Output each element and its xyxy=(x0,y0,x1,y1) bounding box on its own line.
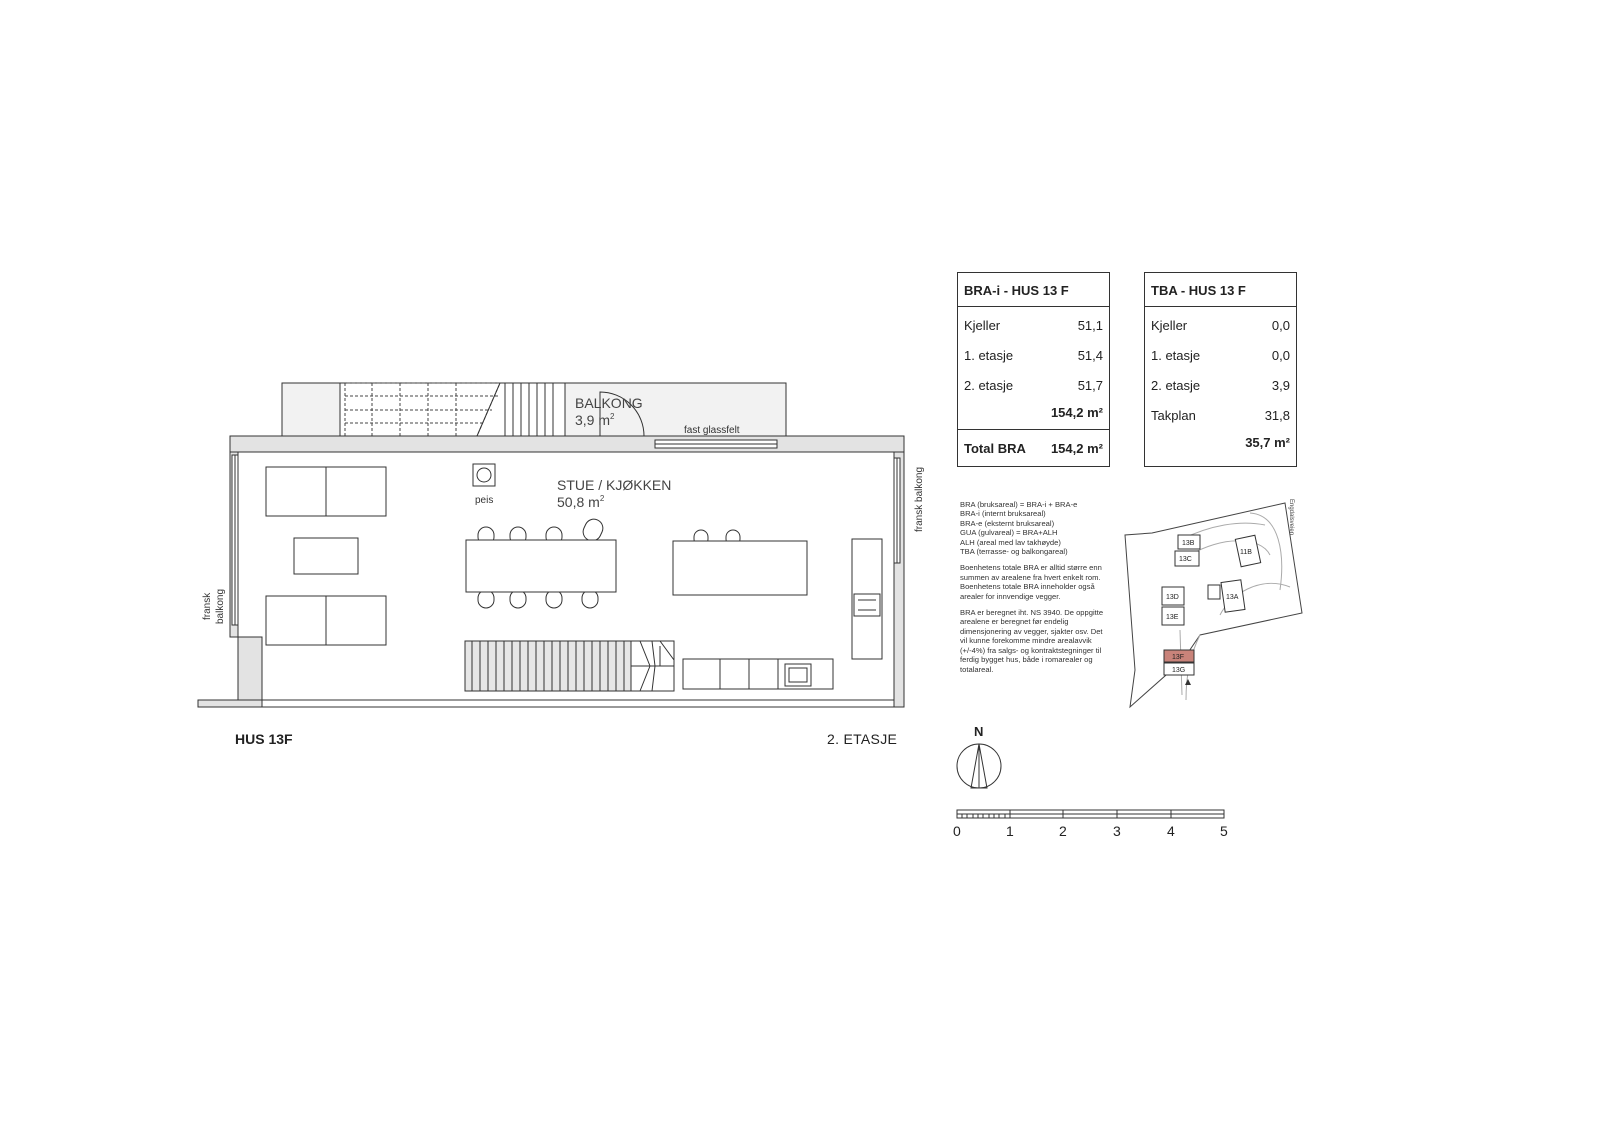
sofas xyxy=(266,467,386,645)
tba-row-value: 0,0 xyxy=(1271,318,1290,333)
svg-text:13G: 13G xyxy=(1172,667,1186,674)
kitchen-island xyxy=(673,530,807,595)
fast-glassfelt-label: fast glassfelt xyxy=(684,425,740,436)
scale-bar xyxy=(945,806,1235,846)
area-notes xyxy=(960,500,1110,681)
bra-row-value: 51,7 xyxy=(1077,378,1103,393)
svg-text:13D: 13D xyxy=(1166,594,1179,601)
entrance-marker xyxy=(1185,679,1191,685)
scale-tick: 1 xyxy=(1006,823,1014,839)
tba-row-label: Kjeller xyxy=(1151,318,1188,333)
definition-line: GUA (gulvareal) = BRA+ALH xyxy=(960,528,1058,538)
scale-tick: 5 xyxy=(1220,823,1228,839)
north-label: N xyxy=(974,724,984,739)
bra-table xyxy=(957,272,1110,467)
bra-subtotal-value: 154,2 m² xyxy=(1050,405,1103,420)
stue-name: STUE / KJØKKEN xyxy=(557,477,672,493)
tba-row-value: 3,9 xyxy=(1271,378,1290,393)
fransk-balkong-left-label-1: fransk xyxy=(202,592,213,620)
svg-text:11B: 11B xyxy=(1240,549,1252,556)
definition-line: BRA-i (internt bruksareal) xyxy=(960,509,1046,519)
bra-total-value: 154,2 m² xyxy=(1050,441,1103,456)
balkong-area: 3,9 $m^2$ xyxy=(575,412,615,428)
bra-row-label: Kjeller xyxy=(964,318,1001,333)
scale-tick: 0 xyxy=(953,823,961,839)
definition-line: TBA (terrasse- og balkongareal) xyxy=(960,547,1068,557)
house-label: HUS 13F xyxy=(235,731,293,747)
north-arrow-icon xyxy=(950,722,1010,797)
house-13a xyxy=(1221,580,1245,612)
house-13c xyxy=(1175,551,1199,566)
tba-row-label: 2. etasje xyxy=(1151,378,1201,393)
notes-paragraph-1: Boenhetens totale BRA er alltid større enn summen av arealene fra hvert enkelt rom. Boenhetens totale BRA inneholder også arealer for innvendige vegger. xyxy=(960,563,1102,601)
balkong-name: BALKONG xyxy=(575,395,643,411)
tba-row-label: Takplan xyxy=(1151,408,1196,423)
fireplace-icon xyxy=(473,464,495,486)
road-label: Engdalsveien xyxy=(1288,499,1294,536)
tba-table xyxy=(1144,272,1297,467)
tba-row-label: 1. etasje xyxy=(1151,348,1201,363)
svg-text:13E: 13E xyxy=(1166,614,1179,621)
internal-stair xyxy=(465,641,674,691)
bra-total-label: Total BRA xyxy=(964,441,1026,456)
dining-table xyxy=(466,516,616,608)
svg-text:13B: 13B xyxy=(1182,540,1195,547)
fransk-balkong-left-label-2: balkong xyxy=(215,588,226,624)
house-13g xyxy=(1164,663,1194,675)
tba-table-title: TBA - HUS 13 F xyxy=(1145,273,1296,307)
floor-plan xyxy=(0,0,930,760)
bra-row-value: 51,1 xyxy=(1077,318,1103,333)
tba-row-value: 31,8 xyxy=(1264,408,1290,423)
definition-line: BRA (bruksareal) = BRA-i + BRA-e xyxy=(960,500,1078,509)
svg-text:13A: 13A xyxy=(1226,594,1239,601)
definition-line: BRA-e (eksternt bruksareal) xyxy=(960,518,1055,528)
bra-row-label: 2. etasje xyxy=(964,378,1014,393)
small-building xyxy=(1208,585,1220,599)
floor-label: 2. ETASJE xyxy=(827,731,898,747)
bra-table-title: BRA-i - HUS 13 F xyxy=(958,273,1109,307)
scale-tick: 4 xyxy=(1167,823,1175,839)
bra-row-label: 1. etasje xyxy=(964,348,1014,363)
fransk-balkong-right-label: fransk balkong xyxy=(914,466,925,532)
peis-label: peis xyxy=(475,495,494,506)
house-13e xyxy=(1162,607,1184,625)
site-map xyxy=(1120,495,1320,715)
svg-text:13F: 13F xyxy=(1172,654,1185,661)
definition-line: ALH (areal med lav takhøyde) xyxy=(960,537,1061,547)
house-13d xyxy=(1162,587,1184,605)
house-13f-highlight xyxy=(1164,650,1194,662)
definitions-block xyxy=(960,500,1110,556)
notes-paragraph-2: BRA er beregnet iht. NS 3940. De oppgitte arealene er beregnet før endelig dimensjonering av vegger, sjakter osv. Det vil kunne forekomme mindre arealavvik (+/-4%) fra salgs- og kontraktstegninger til ferdig bygget hus, både i romarealer og totalareal. xyxy=(960,608,1104,674)
house-13b xyxy=(1178,535,1200,549)
scale-tick: 2 xyxy=(1059,823,1067,839)
svg-text:13C: 13C xyxy=(1179,556,1192,563)
stue-area: 50,8 $m^2$ xyxy=(557,494,605,510)
scale-tick: 3 xyxy=(1113,823,1121,839)
tba-total-value: 35,7 m² xyxy=(1245,435,1290,450)
bra-row-value: 51,4 xyxy=(1077,348,1103,363)
tba-row-value: 0,0 xyxy=(1271,348,1290,363)
